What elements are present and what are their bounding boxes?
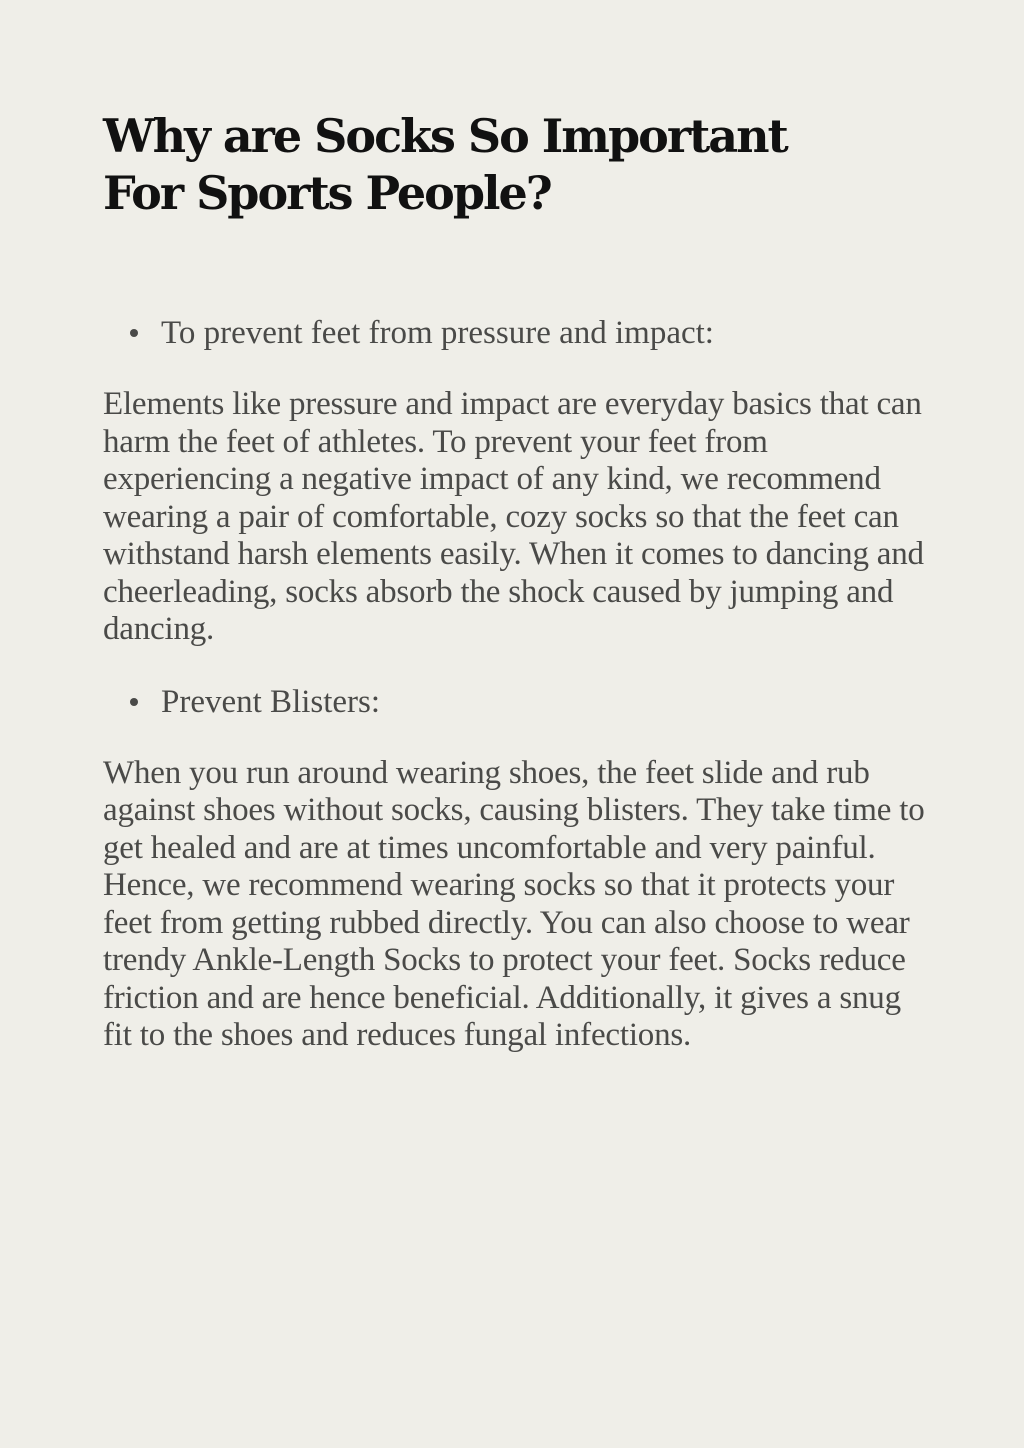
paragraph-blisters: When you run around wearing shoes, the feet slide and rub against shoes without socks, causing blisters. They take time to get healed and are at times uncomfortable and very painful. Hence, we recommend wearing socks so that it protects your feet from getting rubbed directly. You can also choose to wear trendy Ankle-Length Socks to protect your feet. Socks reduce friction and are hence beneficial. Additionally, it gives a snug fit to the shoes and reduces fungal infections. [103,754,925,1053]
bullet-label: Prevent Blisters: [161,683,381,720]
page-title: Why are Socks So Important For Sports People? [103,109,787,220]
bullet-list-1 [103,314,924,352]
bullet-item-blisters [103,683,924,721]
bullet-item-pressure-impact [103,314,924,352]
paragraph-pressure-impact: Elements like pressure and impact are everyday basics that can harm the feet of athletes. To prevent your feet from experiencing a negative impact of any kind, we recommend wearing a pair of comfortable, cozy socks so that the feet can withstand harsh elements easily. When it comes to dancing and cheerleading, socks absorb the shock caused by jumping and dancing. [103,386,924,647]
bullet-list-2 [103,683,924,721]
bullet-label: To prevent feet from pressure and impact: [161,315,714,351]
bullet-dot-icon [130,329,138,337]
bullet-dot-icon [130,698,138,706]
